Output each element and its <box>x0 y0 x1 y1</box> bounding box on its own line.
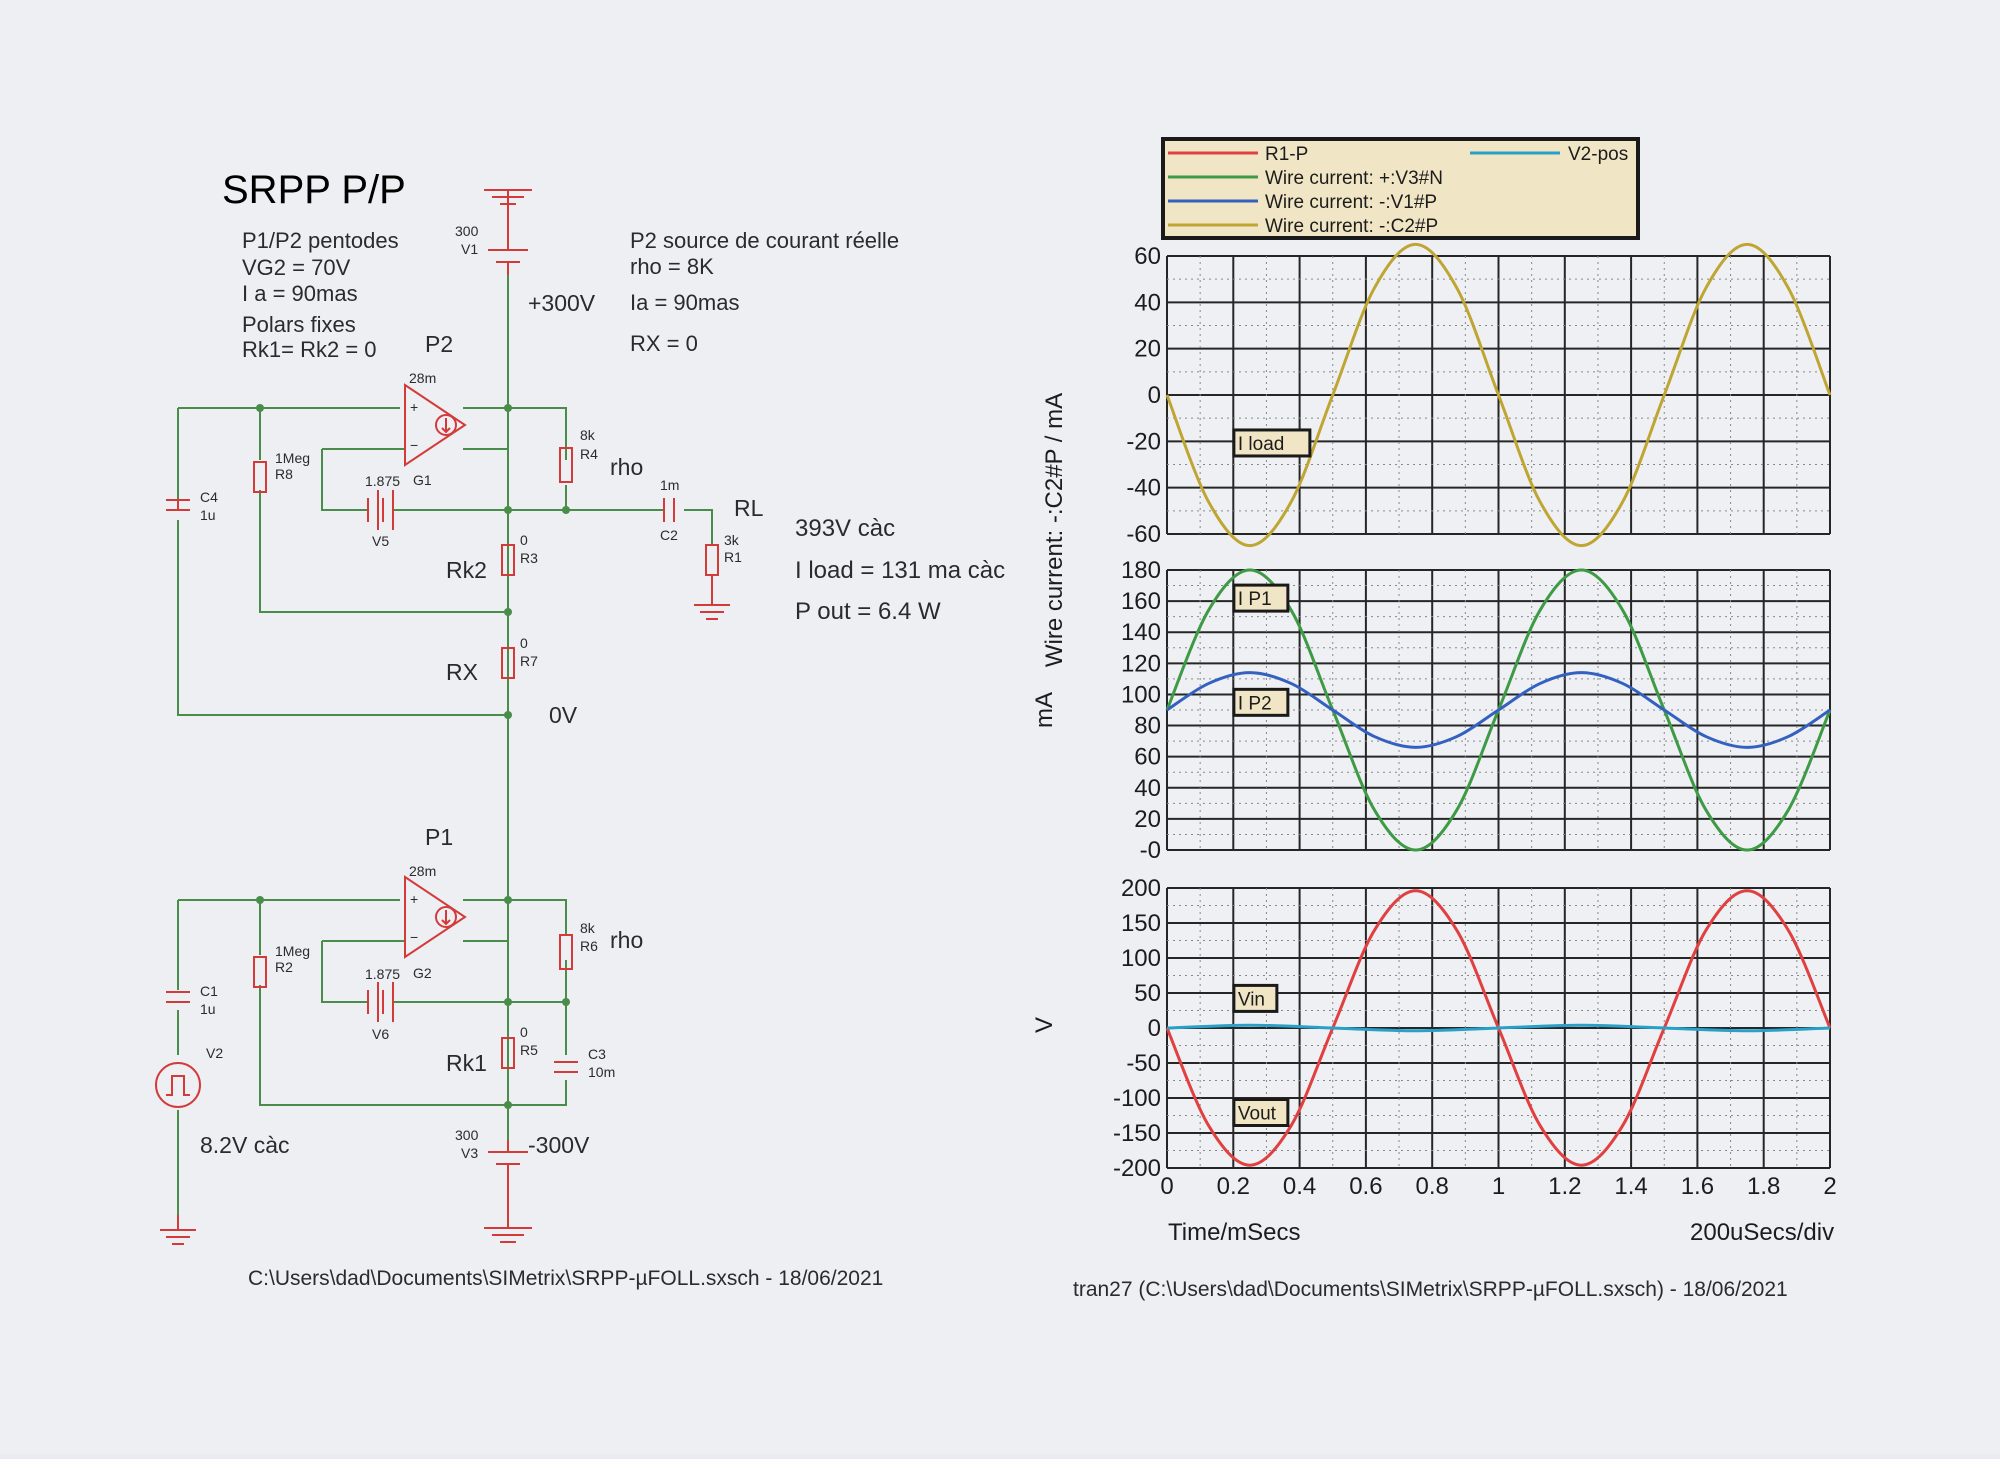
capacitor-c1 <box>166 983 218 1017</box>
xtick-label: 1.8 <box>1747 1173 1781 1200</box>
svg-text:V1: V1 <box>461 241 479 257</box>
svg-text:R8: R8 <box>275 466 293 482</box>
ground-left <box>160 1215 196 1244</box>
label-minus300: -300V <box>528 1132 590 1158</box>
ylabel-mid: mA <box>1031 692 1058 728</box>
label-plus300: +300V <box>528 290 596 316</box>
ytick-label: 20 <box>1134 805 1161 833</box>
note-pentodes: P1/P2 pentodes <box>242 228 399 253</box>
schematic-footer: C:\Users\dad\Documents\SIMetrix\SRPP-µFOLL.sxsch - 18/06/2021 <box>248 1267 884 1290</box>
annotation-label: Vout <box>1237 1103 1276 1125</box>
label-rho-top: rho <box>610 454 644 480</box>
ytick-label: 60 <box>1134 243 1161 270</box>
svg-text:3k: 3k <box>724 532 739 548</box>
note-ia-p2: Ia = 90mas <box>630 290 740 315</box>
annotation-label: I P2 <box>1237 693 1272 715</box>
ytick-label: -60 <box>1126 521 1161 548</box>
ytick-label: 150 <box>1120 910 1161 937</box>
plot <box>1031 139 1837 1301</box>
panel-bot <box>1113 875 1837 1200</box>
ytick-label: 160 <box>1120 588 1161 616</box>
ytick-label: 140 <box>1120 619 1161 647</box>
ytick-label: 60 <box>1134 743 1161 771</box>
svg-text:V6: V6 <box>372 1026 390 1042</box>
label-8v2: 8.2V càc <box>200 1132 290 1158</box>
label-0v: 0V <box>549 702 578 728</box>
svg-text:1m: 1m <box>660 477 680 493</box>
xtick-label: 0 <box>1160 1173 1174 1200</box>
xdiv-label: 200uSecs/div <box>1690 1219 1835 1246</box>
note-p2-source: P2 source de courant réelle <box>630 228 900 253</box>
svg-text:R4: R4 <box>580 446 598 462</box>
xtick-label: 1.2 <box>1548 1173 1582 1200</box>
note-iload: I load = 131 ma càc <box>795 557 1006 584</box>
ytick-label: 40 <box>1134 774 1161 802</box>
label-rk2: Rk2 <box>446 557 487 583</box>
svg-text:1.875: 1.875 <box>365 966 401 982</box>
note-polars: Polars fixes <box>242 312 356 337</box>
svg-text:8k: 8k <box>580 920 595 936</box>
ytick-label: -20 <box>1126 428 1161 456</box>
svg-text:300: 300 <box>455 1127 479 1143</box>
note-vg2: VG2 = 70V <box>242 255 351 280</box>
svg-text:V5: V5 <box>372 533 390 549</box>
ytick-label: -150 <box>1112 1120 1161 1147</box>
svg-text:1u: 1u <box>200 1001 216 1017</box>
xtick-label: 0.4 <box>1282 1173 1317 1200</box>
source-v2 <box>156 1045 223 1107</box>
xlabel: Time/mSecs <box>1168 1219 1301 1246</box>
schematic-title: SRPP P/P <box>222 168 406 212</box>
svg-text:1Meg: 1Meg <box>275 943 311 959</box>
note-rk: Rk1= Rk2 = 0 <box>242 337 377 362</box>
xtick-label: 0.2 <box>1216 1173 1250 1200</box>
svg-text:+: + <box>410 399 419 415</box>
svg-text:28m: 28m <box>409 370 437 386</box>
legend-label-0: R1-P <box>1265 144 1309 165</box>
svg-text:C2: C2 <box>660 527 678 543</box>
ytick-label: 50 <box>1134 980 1161 1007</box>
label-rx: RX <box>446 659 478 685</box>
ytick-label: 100 <box>1120 681 1161 709</box>
label-p2: P2 <box>425 331 454 357</box>
battery-v6 <box>365 966 400 1042</box>
svg-text:28m: 28m <box>409 863 437 879</box>
annotation-label: Vin <box>1237 989 1265 1011</box>
ytick-label: -50 <box>1126 1050 1161 1077</box>
legend-label-2: Wire current: +:V3#N <box>1265 168 1443 189</box>
label-rk1: Rk1 <box>446 1050 487 1076</box>
legend-label-1: V2-pos <box>1568 144 1629 165</box>
svg-text:C3: C3 <box>588 1046 606 1062</box>
svg-text:1.875: 1.875 <box>365 473 401 489</box>
note-rx: RX = 0 <box>630 331 698 356</box>
ytick-label: -100 <box>1112 1085 1161 1112</box>
ytick-label: 100 <box>1120 945 1161 972</box>
resistor-r8 <box>254 450 310 492</box>
ytick-label: 40 <box>1134 289 1161 317</box>
svg-text:8k: 8k <box>580 427 595 443</box>
label-p1: P1 <box>425 824 454 850</box>
svg-text:1Meg: 1Meg <box>275 450 311 466</box>
note-rho: rho = 8K <box>630 254 714 279</box>
xtick-label: 1.6 <box>1680 1173 1715 1200</box>
note-pout: P out = 6.4 W <box>795 598 941 625</box>
xtick-label: 1 <box>1491 1173 1506 1200</box>
capacitor-c3 <box>554 1046 615 1080</box>
svg-text:G1: G1 <box>413 472 432 488</box>
svg-text:1u: 1u <box>200 507 216 523</box>
capacitor-c4 <box>166 489 218 523</box>
schematic <box>156 168 1005 1290</box>
note-vout: 393V càc <box>795 515 896 542</box>
ytick-label: -40 <box>1126 474 1161 502</box>
plot-footer: tran27 (C:\Users\dad\Documents\SIMetrix\SRPP-µFOLL.sxsch) - 18/06/2021 <box>1073 1278 1788 1301</box>
label-rl: RL <box>734 495 764 521</box>
svg-text:R2: R2 <box>275 959 293 975</box>
ytick-label: 200 <box>1120 875 1161 902</box>
svg-text:R7: R7 <box>520 653 538 669</box>
supply-v1 <box>455 190 532 275</box>
supply-v3 <box>455 1127 532 1242</box>
note-ia: I a = 90mas <box>242 281 358 306</box>
ytick-label: -200 <box>1112 1155 1161 1182</box>
annotation-label: I P1 <box>1237 589 1272 611</box>
svg-text:300: 300 <box>455 223 479 239</box>
svg-text:R3: R3 <box>520 550 538 566</box>
svg-text:C4: C4 <box>200 489 218 505</box>
legend <box>1163 139 1638 238</box>
svg-text:−: − <box>410 437 419 453</box>
ylabel-top: Wire current: -:C2#P / mA <box>1041 392 1068 668</box>
svg-text:+: + <box>410 891 419 907</box>
ylabel-bot: V <box>1031 1016 1058 1034</box>
svg-text:0: 0 <box>520 532 528 548</box>
amplifier-g1 <box>405 370 465 488</box>
ytick-label: 80 <box>1134 712 1161 740</box>
resistor-r2 <box>254 943 310 987</box>
svg-text:V2: V2 <box>206 1045 224 1061</box>
panel-mid <box>1121 557 1830 864</box>
svg-text:10m: 10m <box>588 1064 616 1080</box>
ytick-label: 0 <box>1147 382 1161 409</box>
svg-text:C1: C1 <box>200 983 218 999</box>
resistor-r1 <box>694 532 742 619</box>
svg-text:−: − <box>410 929 419 945</box>
xtick-label: 0.8 <box>1415 1173 1449 1200</box>
amplifier-g2 <box>405 863 465 981</box>
ytick-label: 120 <box>1120 650 1161 678</box>
label-rho-bottom: rho <box>610 927 644 953</box>
legend-label-4: Wire current: -:C2#P <box>1265 216 1439 237</box>
ytick-label: -0 <box>1139 837 1161 864</box>
svg-text:R1: R1 <box>724 549 742 565</box>
ytick-label: 180 <box>1120 557 1161 584</box>
svg-text:G2: G2 <box>413 965 432 981</box>
legend-label-3: Wire current: -:V1#P <box>1265 192 1438 213</box>
svg-text:R6: R6 <box>580 938 598 954</box>
panel-top <box>1126 243 1830 548</box>
svg-text:0: 0 <box>520 1024 528 1040</box>
svg-text:0: 0 <box>520 635 528 651</box>
xtick-label: 0.6 <box>1349 1173 1383 1200</box>
svg-text:V3: V3 <box>461 1145 479 1161</box>
ytick-label: 0 <box>1147 1015 1161 1042</box>
annotation-label: I load <box>1237 433 1285 455</box>
xtick-label: 2 <box>1823 1173 1837 1200</box>
xtick-label: 1.4 <box>1614 1173 1648 1200</box>
ytick-label: 20 <box>1134 335 1161 363</box>
svg-text:R5: R5 <box>520 1042 538 1058</box>
